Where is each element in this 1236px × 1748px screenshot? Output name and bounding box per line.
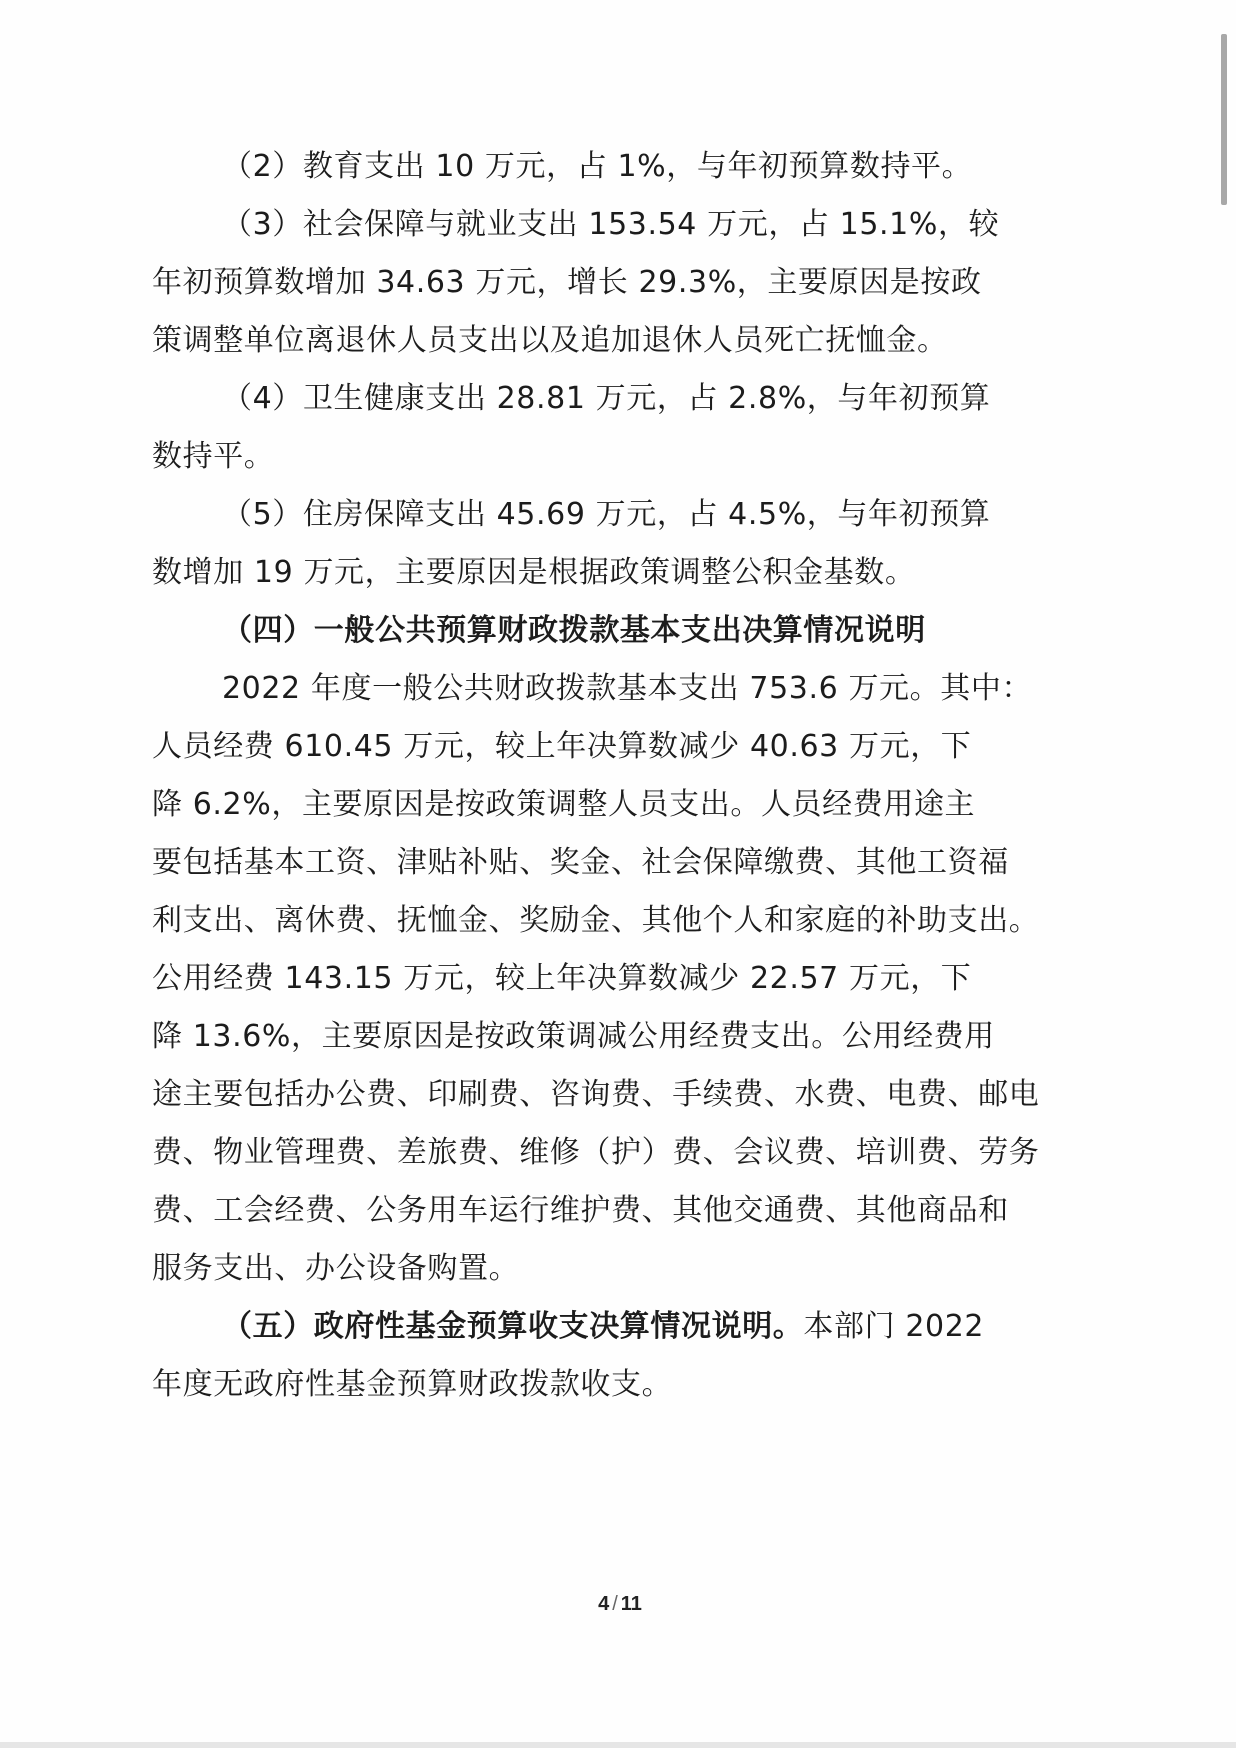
- vertical-scrollbar[interactable]: [1000, 0, 1236, 1742]
- paragraph-housing-expense: （5）住房保障支出 45.69 万元，占 4.5%，与年初预算: [222, 497, 991, 532]
- scrollbar-thumb[interactable]: [1221, 34, 1227, 205]
- paragraph-text-line: 年度无政府性基金预算财政拨款收支。: [152, 1367, 673, 1402]
- paragraph-social-security-expense: （3）社会保障与就业支出 153.54 万元，占 15.1%，较: [222, 207, 1000, 242]
- paragraph-text-line: 费、物业管理费、差旅费、维修（护）费、会议费、培训费、劳务: [152, 1135, 1040, 1170]
- paragraph-text-line: 数持平。: [152, 439, 275, 474]
- paragraph-text-line: 降 13.6%，主要原因是按政策调减公用经费支出。公用经费用: [152, 1019, 995, 1054]
- paragraph-text-line: 公用经费 143.15 万元，较上年决算数减少 22.57 万元，下: [152, 961, 972, 996]
- page-total: 11: [620, 1593, 642, 1615]
- section-heading-government-fund: （五）政府性基金预算收支决算情况说明。: [222, 1309, 804, 1344]
- paragraph-text-line: 费、工会经费、公务用车运行维护费、其他交通费、其他商品和: [152, 1193, 1009, 1228]
- paragraph-text-line: 策调整单位离退休人员支出以及追加退休人员死亡抚恤金。: [152, 323, 948, 358]
- paragraph-health-expense: （4）卫生健康支出 28.81 万元，占 2.8%，与年初预算: [222, 381, 991, 416]
- paragraph-text-line: 人员经费 610.45 万元，较上年决算数减少 40.63 万元，下: [152, 729, 972, 764]
- paragraph-text-line: 降 6.2%，主要原因是按政策调整人员支出。人员经费用途主: [152, 787, 976, 822]
- section-heading-basic-expenditure: （四）一般公共预算财政拨款基本支出决算情况说明: [222, 613, 926, 648]
- page-current: 4: [598, 1593, 610, 1615]
- bottom-divider: [0, 1742, 1236, 1748]
- paragraph-text-line: 数增加 19 万元，主要原因是根据政策调整公积金基数。: [152, 555, 916, 590]
- paragraph-text-line: 利支出、离休费、抚恤金、奖励金、其他个人和家庭的补助支出。: [152, 903, 1040, 938]
- paragraph-text-line: 服务支出、办公设备购置。: [152, 1251, 520, 1286]
- paragraph-government-fund: [222, 1307, 1122, 1347]
- paragraph-text-line: 要包括基本工资、津贴补贴、奖金、社会保障缴费、其他工资福: [152, 845, 1009, 880]
- page-separator: /: [612, 1593, 618, 1615]
- page-number: [560, 1590, 680, 1618]
- paragraph-inline-text: 本部门 2022: [803, 1309, 985, 1344]
- paragraph-text-line: 年初预算数增加 34.63 万元，增长 29.3%，主要原因是按政: [152, 265, 982, 300]
- paragraph-text-line: 途主要包括办公费、印刷费、咨询费、手续费、水费、电费、邮电: [152, 1077, 1040, 1112]
- paragraph-basic-expenditure: 2022 年度一般公共财政拨款基本支出 753.6 万元。其中：: [222, 671, 1033, 706]
- paragraph-education-expense: （2）教育支出 10 万元，占 1%，与年初预算数持平。: [222, 149, 973, 184]
